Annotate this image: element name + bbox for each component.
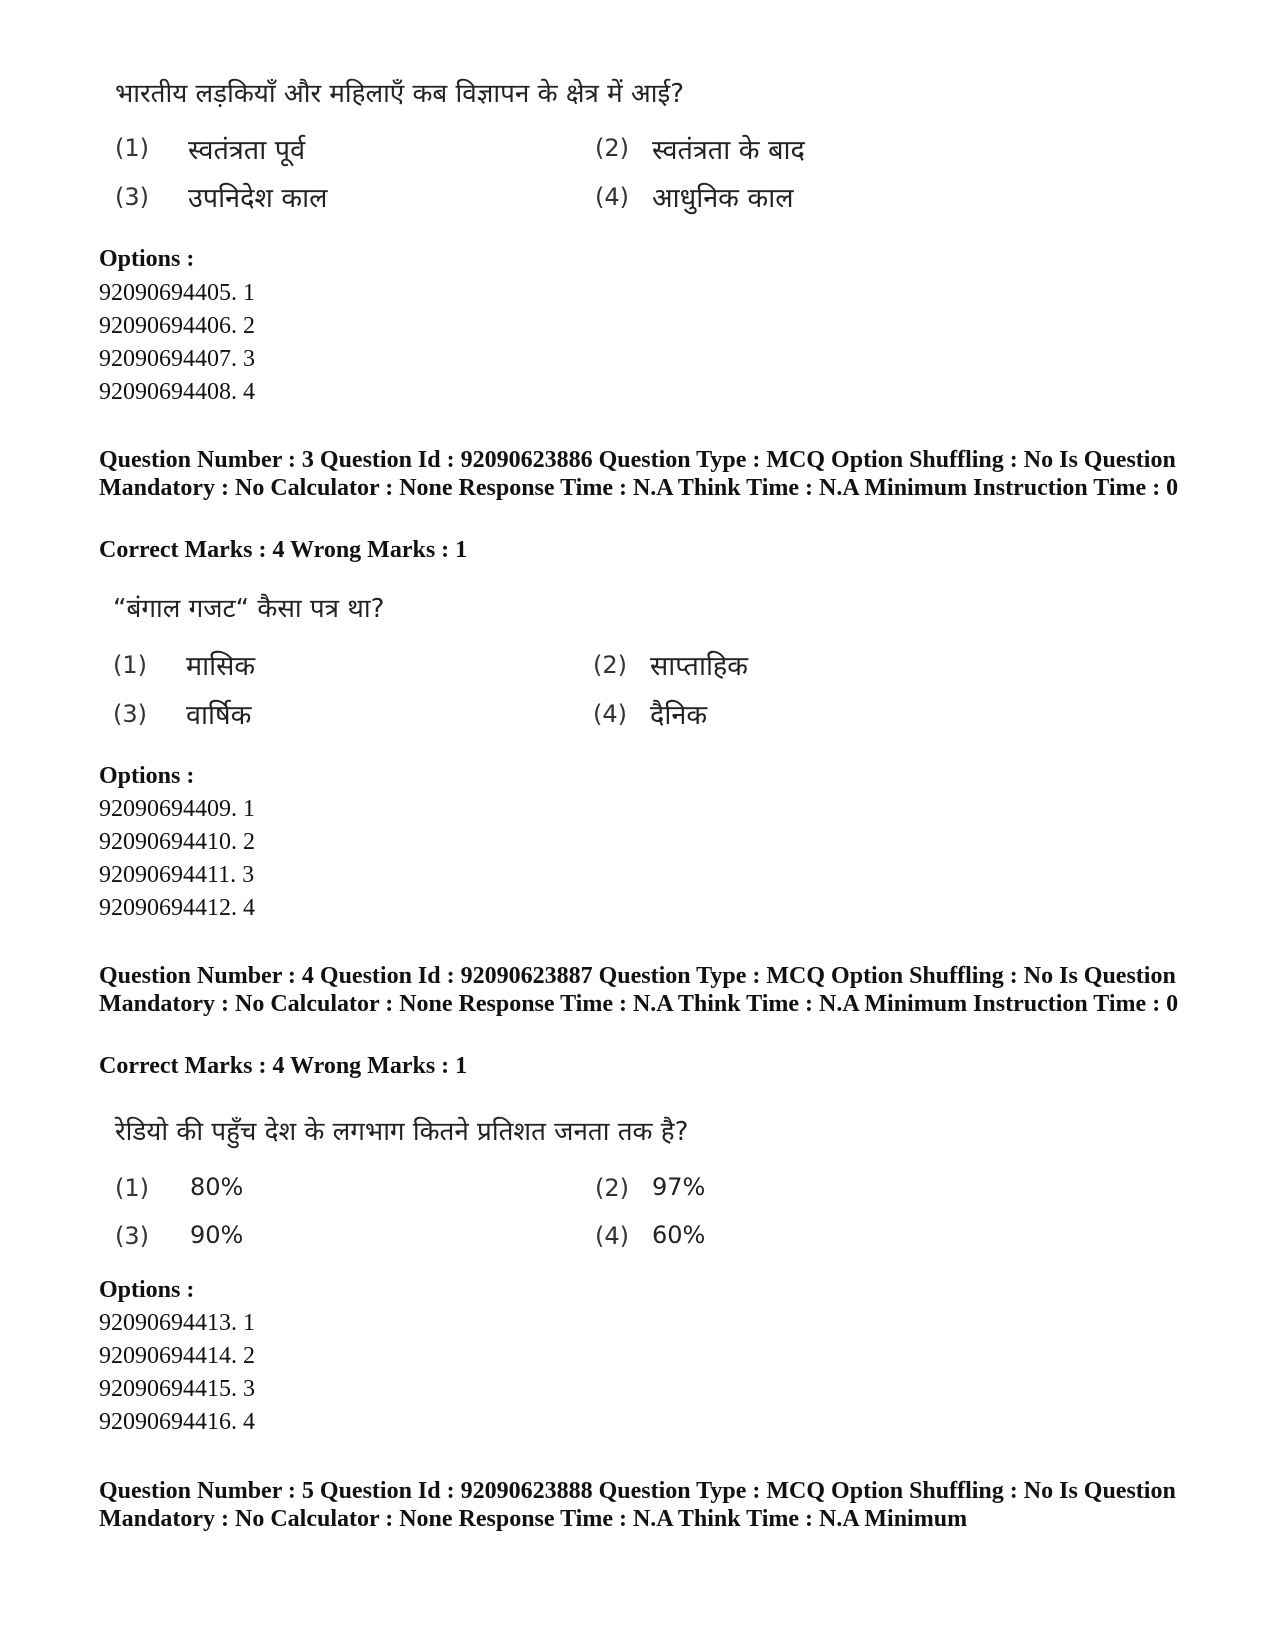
option-id: 92090694407. 3	[99, 346, 255, 372]
option-id: 92090694410. 2	[99, 829, 255, 855]
option-id: 92090694408. 4	[99, 379, 255, 405]
choice-text: 60%	[652, 1221, 706, 1249]
options-title: Options :	[99, 246, 195, 272]
question-header: Question Number : 5 Question Id : 92090623888 Question Type : MCQ Option Shuffling : No Is Question Mandatory : No Calculator : None Response Time : N.A Think Time : N.A Minimum	[99, 1478, 1176, 1532]
question-header: Question Number : 4 Question Id : 92090623887 Question Type : MCQ Option Shuffling : No Is Question Mandatory : No Calculator : None Response Time : N.A Think Time : N.A Minimum Instruction Time : 0	[99, 963, 1179, 1017]
choice-text: स्वतंत्रता पूर्व	[188, 135, 306, 166]
choice-text: मासिक	[186, 651, 256, 682]
choice-text: स्वतंत्रता के बाद	[652, 135, 805, 166]
choice-number: (1)	[113, 651, 147, 679]
choice-number: (4)	[595, 1222, 629, 1250]
choice-number: (4)	[593, 700, 627, 728]
question-block-2	[0, 0, 1275, 420]
option-id: 92090694414. 2	[99, 1343, 255, 1369]
option-id: 92090694406. 2	[99, 313, 255, 339]
option-id: 92090694411. 3	[99, 862, 255, 888]
choice-number: (1)	[115, 1174, 149, 1202]
choice-text: 97%	[652, 1173, 706, 1201]
choice-text: 90%	[190, 1221, 244, 1249]
question-header: Question Number : 3 Question Id : 92090623886 Question Type : MCQ Option Shuffling : No Is Question Mandatory : No Calculator : None Response Time : N.A Think Time : N.A Minimum Instruction Time : 0	[99, 447, 1179, 501]
option-id: 92090694415. 3	[99, 1376, 255, 1402]
choice-text: 80%	[190, 1173, 244, 1201]
question-text: रेडियो की पहुँच देश के लगभाग कितने प्रतिशत जनता तक है?	[115, 1117, 689, 1147]
choice-text: साप्ताहिक	[650, 651, 749, 682]
choice-number: (2)	[595, 134, 629, 162]
choice-number: (4)	[595, 183, 629, 211]
options-title: Options :	[99, 763, 195, 789]
choice-text: दैनिक	[650, 700, 708, 731]
choice-number: (3)	[113, 700, 147, 728]
option-id: 92090694412. 4	[99, 895, 255, 921]
choice-number: (2)	[593, 651, 627, 679]
choice-number: (1)	[115, 134, 149, 162]
question-text: “बंगाल गजट“ कैसा पत्र था?	[113, 594, 385, 624]
choice-number: (3)	[115, 1222, 149, 1250]
marks-line: Correct Marks : 4 Wrong Marks : 1	[99, 1053, 468, 1079]
option-id: 92090694405. 1	[99, 280, 255, 306]
choice-number: (2)	[595, 1174, 629, 1202]
choice-text: आधुनिक काल	[652, 183, 794, 214]
choice-text: उपनिदेश काल	[188, 183, 328, 214]
question-text: भारतीय लड़कियाँ और महिलाएँ कब विज्ञापन के क्षेत्र में आई?	[115, 79, 685, 109]
choice-text: वार्षिक	[186, 700, 252, 731]
marks-line: Correct Marks : 4 Wrong Marks : 1	[99, 537, 468, 563]
option-id: 92090694409. 1	[99, 796, 255, 822]
option-id: 92090694413. 1	[99, 1310, 255, 1336]
choice-number: (3)	[115, 183, 149, 211]
options-title: Options :	[99, 1277, 195, 1303]
option-id: 92090694416. 4	[99, 1409, 255, 1435]
